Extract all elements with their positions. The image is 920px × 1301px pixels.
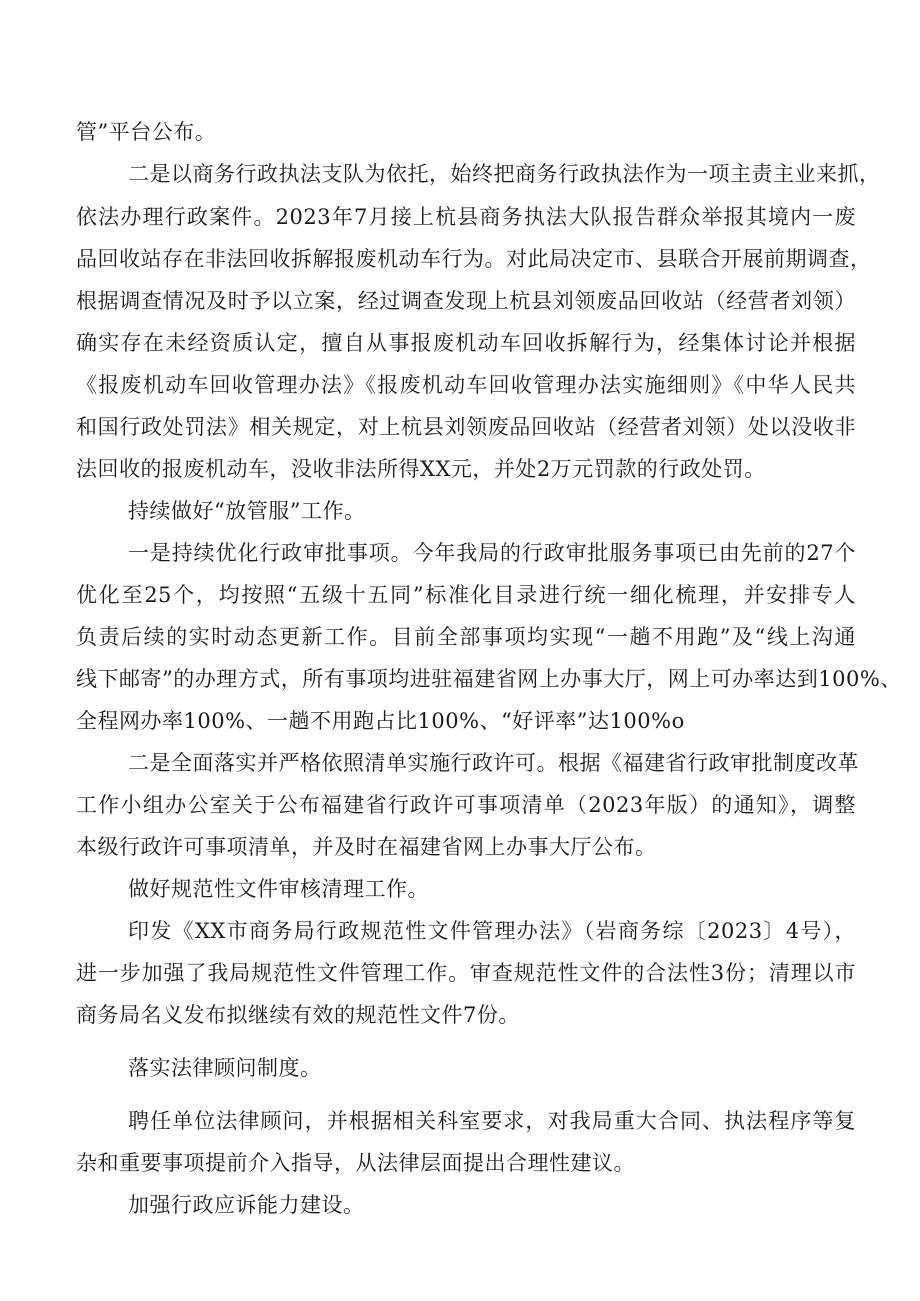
- section-heading: 加强行政应诉能力建设。: [128, 1193, 365, 1217]
- text-line: 一是持续优化行政审批事项。今年我局的行政审批服务事项已由先前的27个: [128, 541, 856, 565]
- text-line: 印发《XX市商务局行政规范性文件管理办法》（岩商务综〔2023〕4号），: [128, 919, 856, 943]
- section-heading: 做好规范性文件审核清理工作。: [128, 877, 429, 901]
- text-line: 杂和重要事项提前介入指导，从法律层面提出合理性建议。: [76, 1151, 635, 1175]
- text-line: 《报废机动车回收管理办法》《报废机动车回收管理办法实施细则》《中华人民共: [76, 373, 856, 397]
- text-line: 本级行政许可事项清单，并及时在福建省网上办事大厅公布。: [76, 835, 657, 859]
- text-line: 线下邮寄”的办理方式，所有事项均进驻福建省网上办事大厅，网上可办率达到100%、: [76, 667, 902, 691]
- text-line: 法回收的报废机动车，没收非法所得XX元，并处2万元罚款的行政处罚。: [76, 457, 766, 481]
- text-line: 优化至25个，均按照“五级十五同”标准化目录进行统一细化梳理，并安排专人: [76, 583, 856, 607]
- text-line: 商务局名义发布拟继续有效的规范性文件7份。: [76, 1003, 520, 1027]
- text-line: 依法办理行政案件。2023年7月接上杭县商务执法大队报告群众举报其境内一废: [76, 205, 856, 229]
- text-line: 二是以商务行政执法支队为依托，始终把商务行政执法作为一项主责主业来抓，: [128, 162, 881, 186]
- text-line: 管”平台公布。: [76, 120, 217, 144]
- text-line: 和国行政处罚法》相关规定，对上杭县刘领废品回收站（经营者刘领）处以没收非: [76, 415, 856, 439]
- text-line: 根据调查情况及时予以立案，经过调查发现上杭县刘领废品回收站（经营者刘领）: [76, 289, 856, 313]
- text-line: 进一步加强了我局规范性文件管理工作。审查规范性文件的合法性3份；清理以市: [76, 961, 856, 985]
- text-line: 二是全面落实并严格依照清单实施行政许可。根据《福建省行政审批制度改革: [128, 751, 859, 775]
- text-line: 确实存在未经资质认定，擅自从事报废机动车回收拆解行为，经集体讨论并根据: [76, 331, 856, 355]
- section-heading: 落实法律顾问制度。: [128, 1056, 322, 1080]
- text-line: 工作小组办公室关于公布福建省行政许可事项清单（2023年版）的通知》，调整: [76, 793, 856, 817]
- section-heading: 持续做好“放管服”工作。: [128, 499, 366, 523]
- text-line: 负责后续的实时动态更新工作。目前全部事项均实现“一趟不用跑”及“线上沟通: [76, 625, 856, 649]
- text-line: 品回收站存在非法回收拆解报废机动车行为。对此局决定市、县联合开展前期调查，: [76, 247, 872, 271]
- text-line: 聘任单位法律顾问，并根据相关科室要求，对我局重大合同、执法程序等复: [128, 1109, 856, 1133]
- text-line: 全程网办率100%、一趟不用跑占比100%、“好评率”达100%o: [76, 709, 685, 733]
